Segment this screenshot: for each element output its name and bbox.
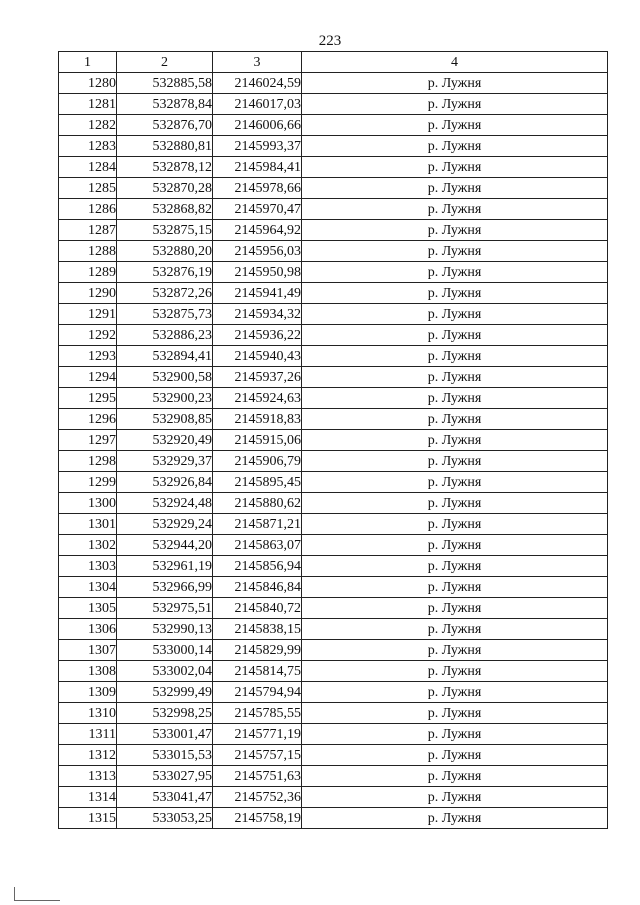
table-row: [59, 724, 608, 745]
y-coordinate-cell: 2145856,94: [213, 556, 302, 577]
point-number-cell: 1310: [59, 703, 117, 724]
y-coordinate-cell: 2145978,66: [213, 178, 302, 199]
y-coordinate-cell: 2145934,32: [213, 304, 302, 325]
point-number-cell: 1303: [59, 556, 117, 577]
x-coordinate-cell: 532885,58: [117, 73, 213, 94]
location-cell: р. Лужня: [302, 787, 608, 808]
y-coordinate-cell: 2145846,84: [213, 577, 302, 598]
corner-mark-tick: [14, 887, 15, 901]
y-coordinate-cell: 2145924,63: [213, 388, 302, 409]
x-coordinate-cell: 532975,51: [117, 598, 213, 619]
table-row: [59, 703, 608, 724]
y-coordinate-cell: 2145984,41: [213, 157, 302, 178]
y-coordinate-cell: 2145915,06: [213, 430, 302, 451]
location-cell: р. Лужня: [302, 304, 608, 325]
table-row: [59, 262, 608, 283]
point-number-cell: 1314: [59, 787, 117, 808]
location-cell: р. Лужня: [302, 115, 608, 136]
y-coordinate-cell: 2145863,07: [213, 535, 302, 556]
x-coordinate-cell: 532999,49: [117, 682, 213, 703]
location-cell: р. Лужня: [302, 178, 608, 199]
table-row: [59, 94, 608, 115]
table-row: [59, 451, 608, 472]
table-row: [59, 661, 608, 682]
location-cell: р. Лужня: [302, 325, 608, 346]
table-row: [59, 598, 608, 619]
y-coordinate-cell: 2145838,15: [213, 619, 302, 640]
x-coordinate-cell: 532961,19: [117, 556, 213, 577]
x-coordinate-cell: 532880,81: [117, 136, 213, 157]
point-number-cell: 1282: [59, 115, 117, 136]
x-coordinate-cell: 532926,84: [117, 472, 213, 493]
point-number-cell: 1288: [59, 241, 117, 262]
point-number-cell: 1299: [59, 472, 117, 493]
point-number-cell: 1289: [59, 262, 117, 283]
x-coordinate-cell: 533000,14: [117, 640, 213, 661]
table-row: [59, 535, 608, 556]
location-cell: р. Лужня: [302, 157, 608, 178]
location-cell: р. Лужня: [302, 661, 608, 682]
table-row: [59, 178, 608, 199]
location-cell: р. Лужня: [302, 703, 608, 724]
location-cell: р. Лужня: [302, 409, 608, 430]
point-number-cell: 1305: [59, 598, 117, 619]
y-coordinate-cell: 2145895,45: [213, 472, 302, 493]
table-row: [59, 808, 608, 829]
y-coordinate-cell: 2145993,37: [213, 136, 302, 157]
table-body: [59, 73, 608, 829]
location-cell: р. Лужня: [302, 241, 608, 262]
point-number-cell: 1312: [59, 745, 117, 766]
x-coordinate-cell: 532929,37: [117, 451, 213, 472]
point-number-cell: 1287: [59, 220, 117, 241]
table-row: [59, 682, 608, 703]
point-number-cell: 1286: [59, 199, 117, 220]
point-number-cell: 1294: [59, 367, 117, 388]
y-coordinate-cell: 2145757,15: [213, 745, 302, 766]
table-row: [59, 640, 608, 661]
table-row: [59, 787, 608, 808]
y-coordinate-cell: 2145970,47: [213, 199, 302, 220]
corner-mark-line: [14, 900, 60, 901]
table-row: [59, 157, 608, 178]
y-coordinate-cell: 2145956,03: [213, 241, 302, 262]
point-number-cell: 1304: [59, 577, 117, 598]
point-number-cell: 1302: [59, 535, 117, 556]
location-cell: р. Лужня: [302, 367, 608, 388]
point-number-cell: 1281: [59, 94, 117, 115]
y-coordinate-cell: 2145950,98: [213, 262, 302, 283]
location-cell: р. Лужня: [302, 535, 608, 556]
table-row: [59, 73, 608, 94]
x-coordinate-cell: 532878,84: [117, 94, 213, 115]
x-coordinate-cell: 532868,82: [117, 199, 213, 220]
x-coordinate-cell: 533053,25: [117, 808, 213, 829]
x-coordinate-cell: 532876,19: [117, 262, 213, 283]
coordinates-table: [58, 51, 608, 829]
location-cell: р. Лужня: [302, 640, 608, 661]
point-number-cell: 1308: [59, 661, 117, 682]
header-col-4: 4: [302, 52, 608, 73]
page-number: 223: [318, 33, 342, 49]
location-cell: р. Лужня: [302, 136, 608, 157]
table-row: [59, 577, 608, 598]
y-coordinate-cell: 2145751,63: [213, 766, 302, 787]
location-cell: р. Лужня: [302, 619, 608, 640]
x-coordinate-cell: 532908,85: [117, 409, 213, 430]
point-number-cell: 1285: [59, 178, 117, 199]
header-col-3: 3: [213, 52, 302, 73]
table-row: [59, 283, 608, 304]
table-row: [59, 514, 608, 535]
table-row: [59, 409, 608, 430]
y-coordinate-cell: 2145937,26: [213, 367, 302, 388]
y-coordinate-cell: 2145871,21: [213, 514, 302, 535]
table-row: [59, 766, 608, 787]
table-row: [59, 115, 608, 136]
x-coordinate-cell: 532900,23: [117, 388, 213, 409]
location-cell: р. Лужня: [302, 94, 608, 115]
x-coordinate-cell: 533015,53: [117, 745, 213, 766]
y-coordinate-cell: 2145941,49: [213, 283, 302, 304]
location-cell: р. Лужня: [302, 682, 608, 703]
point-number-cell: 1293: [59, 346, 117, 367]
x-coordinate-cell: 532886,23: [117, 325, 213, 346]
y-coordinate-cell: 2146006,66: [213, 115, 302, 136]
y-coordinate-cell: 2146024,59: [213, 73, 302, 94]
point-number-cell: 1280: [59, 73, 117, 94]
location-cell: р. Лужня: [302, 493, 608, 514]
x-coordinate-cell: 532870,28: [117, 178, 213, 199]
table-row: [59, 346, 608, 367]
table-row: [59, 304, 608, 325]
table-row: [59, 199, 608, 220]
x-coordinate-cell: 532998,25: [117, 703, 213, 724]
point-number-cell: 1301: [59, 514, 117, 535]
y-coordinate-cell: 2145814,75: [213, 661, 302, 682]
location-cell: р. Лужня: [302, 430, 608, 451]
location-cell: р. Лужня: [302, 598, 608, 619]
location-cell: р. Лужня: [302, 220, 608, 241]
location-cell: р. Лужня: [302, 577, 608, 598]
x-coordinate-cell: 532875,15: [117, 220, 213, 241]
y-coordinate-cell: 2145752,36: [213, 787, 302, 808]
location-cell: р. Лужня: [302, 514, 608, 535]
table-row: [59, 388, 608, 409]
point-number-cell: 1296: [59, 409, 117, 430]
point-number-cell: 1297: [59, 430, 117, 451]
location-cell: р. Лужня: [302, 556, 608, 577]
point-number-cell: 1284: [59, 157, 117, 178]
point-number-cell: 1298: [59, 451, 117, 472]
x-coordinate-cell: 532966,99: [117, 577, 213, 598]
y-coordinate-cell: 2145964,92: [213, 220, 302, 241]
point-number-cell: 1283: [59, 136, 117, 157]
y-coordinate-cell: 2145829,99: [213, 640, 302, 661]
point-number-cell: 1309: [59, 682, 117, 703]
header-row: [59, 52, 608, 73]
location-cell: р. Лужня: [302, 724, 608, 745]
x-coordinate-cell: 532929,24: [117, 514, 213, 535]
y-coordinate-cell: 2145936,22: [213, 325, 302, 346]
x-coordinate-cell: 532872,26: [117, 283, 213, 304]
x-coordinate-cell: 533002,04: [117, 661, 213, 682]
table-row: [59, 220, 608, 241]
table-row: [59, 556, 608, 577]
x-coordinate-cell: 532920,49: [117, 430, 213, 451]
y-coordinate-cell: 2145940,43: [213, 346, 302, 367]
point-number-cell: 1292: [59, 325, 117, 346]
x-coordinate-cell: 532924,48: [117, 493, 213, 514]
table-row: [59, 325, 608, 346]
location-cell: р. Лужня: [302, 73, 608, 94]
x-coordinate-cell: 532900,58: [117, 367, 213, 388]
location-cell: р. Лужня: [302, 745, 608, 766]
y-coordinate-cell: 2145758,19: [213, 808, 302, 829]
point-number-cell: 1300: [59, 493, 117, 514]
x-coordinate-cell: 532876,70: [117, 115, 213, 136]
location-cell: р. Лужня: [302, 388, 608, 409]
location-cell: р. Лужня: [302, 472, 608, 493]
table-row: [59, 367, 608, 388]
table-row: [59, 619, 608, 640]
point-number-cell: 1313: [59, 766, 117, 787]
x-coordinate-cell: 532990,13: [117, 619, 213, 640]
table-header: [59, 52, 608, 73]
y-coordinate-cell: 2145880,62: [213, 493, 302, 514]
table-row: [59, 136, 608, 157]
table-row: [59, 430, 608, 451]
point-number-cell: 1290: [59, 283, 117, 304]
y-coordinate-cell: 2145785,55: [213, 703, 302, 724]
point-number-cell: 1311: [59, 724, 117, 745]
location-cell: р. Лужня: [302, 199, 608, 220]
x-coordinate-cell: 532894,41: [117, 346, 213, 367]
x-coordinate-cell: 533001,47: [117, 724, 213, 745]
location-cell: р. Лужня: [302, 262, 608, 283]
x-coordinate-cell: 533027,95: [117, 766, 213, 787]
x-coordinate-cell: 533041,47: [117, 787, 213, 808]
location-cell: р. Лужня: [302, 766, 608, 787]
point-number-cell: 1295: [59, 388, 117, 409]
y-coordinate-cell: 2145906,79: [213, 451, 302, 472]
x-coordinate-cell: 532880,20: [117, 241, 213, 262]
point-number-cell: 1306: [59, 619, 117, 640]
table-row: [59, 472, 608, 493]
point-number-cell: 1291: [59, 304, 117, 325]
point-number-cell: 1307: [59, 640, 117, 661]
x-coordinate-cell: 532875,73: [117, 304, 213, 325]
table-row: [59, 745, 608, 766]
y-coordinate-cell: 2145840,72: [213, 598, 302, 619]
location-cell: р. Лужня: [302, 346, 608, 367]
y-coordinate-cell: 2145794,94: [213, 682, 302, 703]
location-cell: р. Лужня: [302, 808, 608, 829]
location-cell: р. Лужня: [302, 283, 608, 304]
location-cell: р. Лужня: [302, 451, 608, 472]
y-coordinate-cell: 2145918,83: [213, 409, 302, 430]
header-col-1: 1: [59, 52, 117, 73]
y-coordinate-cell: 2146017,03: [213, 94, 302, 115]
x-coordinate-cell: 532878,12: [117, 157, 213, 178]
header-col-2: 2: [117, 52, 213, 73]
x-coordinate-cell: 532944,20: [117, 535, 213, 556]
table-row: [59, 241, 608, 262]
table-row: [59, 493, 608, 514]
point-number-cell: 1315: [59, 808, 117, 829]
y-coordinate-cell: 2145771,19: [213, 724, 302, 745]
